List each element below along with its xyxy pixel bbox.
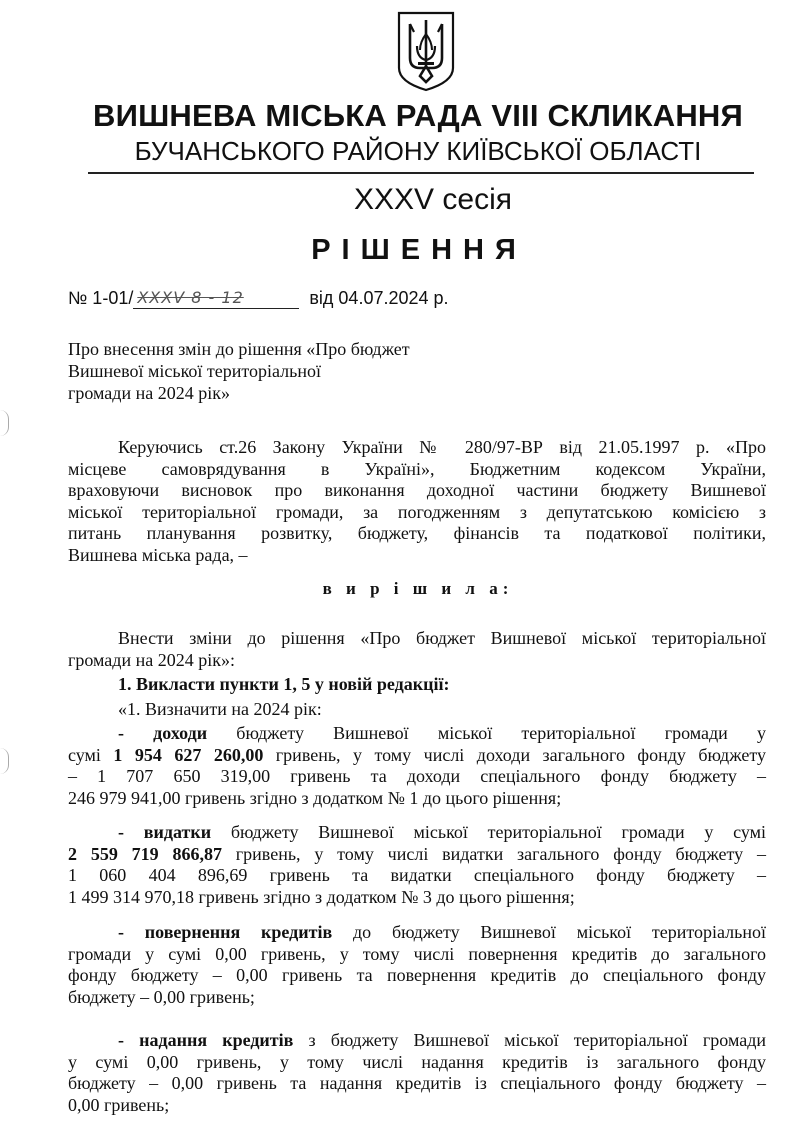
document-type: РІШЕННЯ — [311, 234, 527, 266]
intro-line: громади на 2024 рік»: — [68, 649, 235, 670]
expenditures-label: - видатки — [118, 822, 212, 842]
revenues-text: гривень, у тому числі доходи загального фонду бюджету — [263, 744, 767, 765]
header-divider — [88, 172, 754, 174]
expenditures-paragraph — [68, 822, 766, 908]
revenues-text: бюджету Вишневої міської територіальної громади у — [207, 723, 766, 743]
preamble — [68, 437, 766, 566]
intro-line: Внести зміни до рішення «Про бюджет Вишневої міської територіальної — [118, 628, 766, 648]
expenditures-text: 1 499 314 970,18 гривень згідно з додатком № 3 до цього рішення; — [68, 886, 575, 907]
preamble-line: враховуючи висновок про виконання доходної частини бюджету Вишневої — [68, 480, 766, 500]
loan-repayment-label: - повернення кредитів — [118, 922, 333, 942]
council-name: ВИШНЕВА МІСЬКА РАДА VIII СКЛИКАННЯ — [93, 98, 743, 133]
revenues-text: – 1 707 650 319,00 гривень та доходи спеціального фонду бюджету – — [68, 766, 766, 786]
handwritten-number: XXXV 8 - 12 — [133, 287, 299, 309]
revenues-text: сумі — [68, 744, 114, 765]
punch-hole-mark — [0, 410, 9, 436]
revenues-paragraph — [68, 723, 766, 809]
loan-provision-text: з бюджету Вишневої міської територіальної громади — [293, 1030, 766, 1050]
subject-line: Про внесення змін до рішення «Про бюджет — [68, 339, 410, 359]
expenditures-text: 1 060 404 896,69 гривень та видатки спеціального фонду бюджету – — [68, 865, 766, 885]
subject-line: Вишневої міської територіальної — [68, 361, 322, 381]
loan-repayment-text: громади у сумі 0,00 гривень, у тому числі повернення кредитів до загального — [68, 943, 766, 964]
point-1-title: «1. Визначити на 2024 рік: — [118, 699, 322, 719]
session-title: XXXV сесія — [354, 183, 512, 216]
revenues-total: 1 954 627 260,00 — [113, 744, 264, 765]
revenues-text: 246 979 941,00 гривень згідно з додатком № 1 до цього рішення; — [68, 787, 562, 808]
preamble-line: місцеве самоврядування в Україні», Бюджетним кодексом України, — [68, 458, 766, 479]
loan-provision-paragraph — [68, 1030, 766, 1116]
loan-provision-text: у сумі 0,00 гривень, у тому числі надання кредитів із загального фонду — [68, 1051, 766, 1072]
preamble-line: Вишнева міська рада, – — [68, 544, 248, 565]
expenditures-total: 2 559 719 866,87 — [68, 843, 222, 864]
resolved-heading: в и р і ш и л а: — [322, 579, 514, 598]
punch-hole-mark — [0, 748, 9, 774]
decision-date: від 04.07.2024 р. — [309, 288, 449, 308]
decision-number-line — [68, 287, 449, 311]
decision-number-prefix: № 1-01/ — [68, 288, 134, 308]
decision-subject — [68, 338, 488, 404]
district-name: БУЧАНСЬКОГО РАЙОНУ КИЇВСЬКОЇ ОБЛАСТІ — [134, 136, 702, 166]
point-heading-block — [68, 674, 766, 696]
amendment-intro — [68, 628, 766, 671]
loan-repayment-text: фонду бюджету – 0,00 гривень та повернення кредитів до спеціального фонду — [68, 965, 766, 985]
expenditures-text: бюджету Вишневої міської територіальної громади у сумі — [211, 822, 766, 842]
expenditures-text: гривень, у тому числі видатки загального фонду бюджету – — [221, 843, 766, 864]
loan-provision-text: 0,00 гривень; — [68, 1094, 170, 1115]
preamble-line: питань планування розвитку, бюджету, фінансів та податкової політики, — [68, 523, 766, 543]
loan-provision-label: - надання кредитів — [118, 1030, 294, 1050]
loan-repayment-text: бюджету – 0,00 гривень; — [68, 986, 255, 1007]
revenues-label: - доходи — [118, 723, 208, 743]
subject-line: громади на 2024 рік» — [68, 383, 230, 403]
loan-repayment-paragraph — [68, 922, 766, 1008]
loan-provision-text: бюджету – 0,00 гривень та надання кредитів із спеціального фонду бюджету – — [68, 1073, 766, 1093]
preamble-line: міської територіальної громади, за погодженням з депутатською комісією з — [68, 501, 766, 522]
point-1-block — [68, 699, 766, 721]
point-heading: 1. Викласти пункти 1, 5 у новій редакції: — [118, 674, 450, 694]
coat-of-arms-icon — [396, 10, 456, 92]
loan-repayment-text: до бюджету Вишневої міської територіальної — [332, 922, 766, 942]
preamble-line: Керуючись ст.26 Закону України № 280/97-ВР від 21.05.1997 р. «Про — [118, 437, 766, 457]
